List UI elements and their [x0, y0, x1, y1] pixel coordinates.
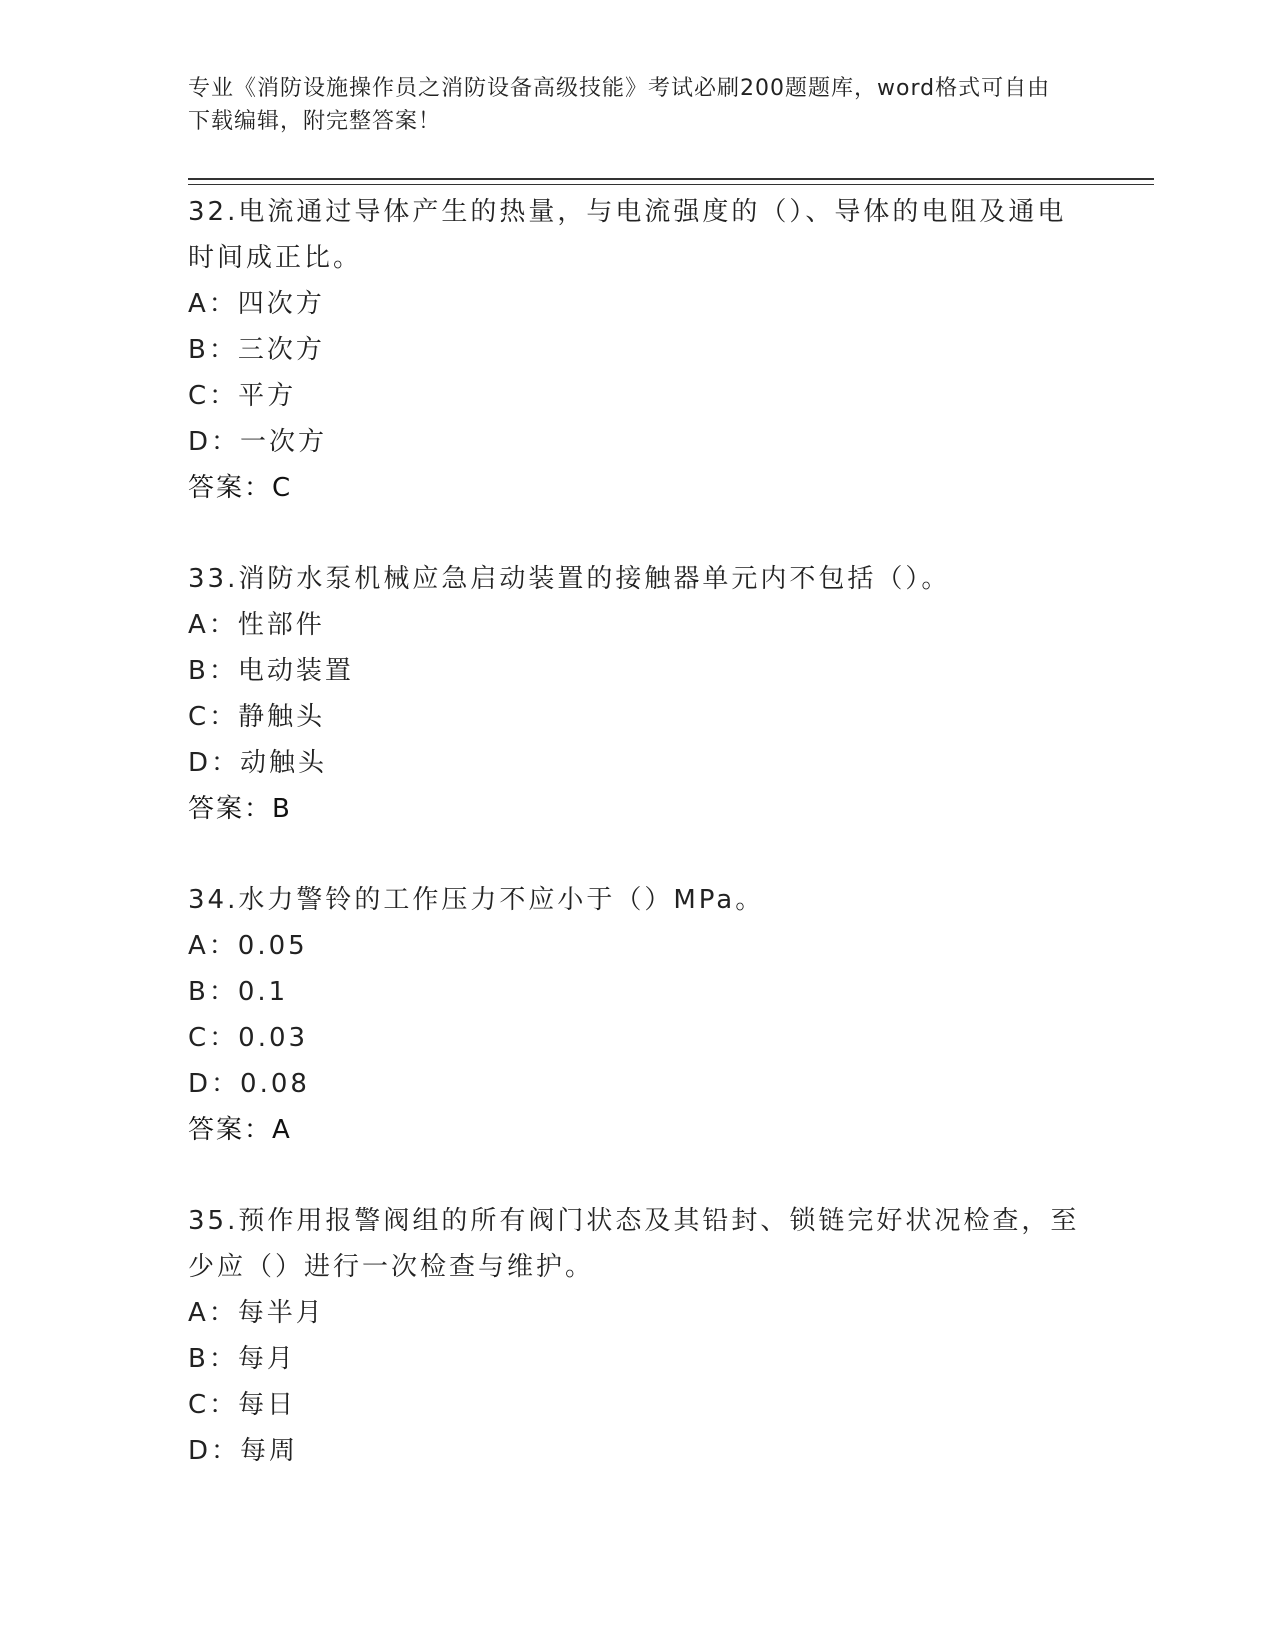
question-35 [188, 1198, 1088, 1474]
option-c: C：平方 [188, 381, 297, 411]
page-header: 专业《消防设施操作员之消防设备高级技能》考试必刷200题题库，word格式可自由下载编辑，附完整答案！ [188, 76, 1051, 134]
option-d: D：一次方 [188, 427, 328, 457]
option-b: B：0.1 [188, 977, 289, 1007]
option-a: A：四次方 [188, 289, 325, 319]
option-a: A：性部件 [188, 610, 325, 640]
answer: 答案：B [188, 794, 292, 824]
answer: 答案：A [188, 1115, 292, 1145]
option-a: A：0.05 [188, 931, 308, 961]
option-d: D：动触头 [188, 748, 328, 778]
question-stem: 33.消防水泵机械应急启动装置的接触器单元内不包括（）。 [188, 564, 951, 594]
option-b: B：每月 [188, 1344, 296, 1374]
question-33 [188, 556, 1088, 832]
question-list [188, 189, 1088, 1474]
header-rule-thin [188, 184, 1154, 185]
question-spacer [188, 832, 1088, 877]
question-stem: 34.水力警铃的工作压力不应小于（）MPa。 [188, 885, 765, 915]
option-b: B：三次方 [188, 335, 325, 365]
question-spacer [188, 1153, 1088, 1198]
option-c: C：静触头 [188, 702, 326, 732]
option-d: D：每周 [188, 1436, 299, 1466]
option-d: D：0.08 [188, 1069, 310, 1099]
header-rule-thick [188, 178, 1154, 180]
question-stem: 32.电流通过导体产生的热量，与电流强度的（）、导体的电阻及通电时间成正比。 [188, 197, 1067, 273]
question-spacer [188, 511, 1088, 556]
question-32 [188, 189, 1088, 511]
question-stem: 35.预作用报警阀组的所有阀门状态及其铅封、锁链完好状况检查，至少应（）进行一次检查与维护。 [188, 1206, 1080, 1282]
question-34 [188, 877, 1088, 1153]
answer: 答案：C [188, 473, 293, 503]
option-b: B：电动装置 [188, 656, 354, 686]
option-c: C：0.03 [188, 1023, 309, 1053]
option-c: C：每日 [188, 1390, 297, 1420]
option-a: A：每半月 [188, 1298, 325, 1328]
